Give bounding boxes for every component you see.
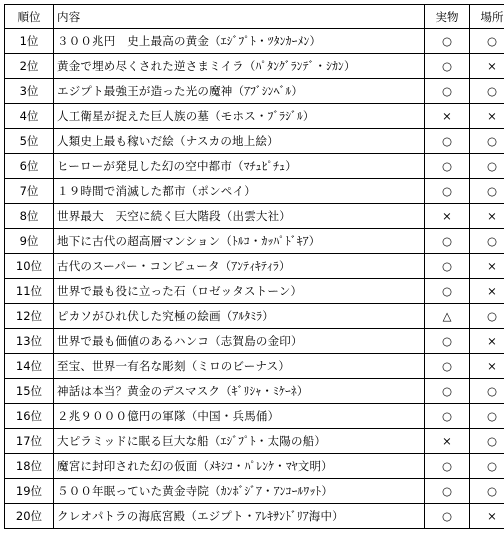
header-content: 内容 <box>54 5 425 29</box>
place-cell: ○ <box>470 404 504 429</box>
table-row <box>5 304 504 329</box>
rank-cell: 16位 <box>5 404 54 429</box>
place-cell: ○ <box>470 229 504 254</box>
place-cell: × <box>470 54 504 79</box>
rank-cell: 9位 <box>5 229 54 254</box>
rank-cell: 20位 <box>5 504 54 529</box>
ranking-table <box>4 4 504 529</box>
place-cell: × <box>470 254 504 279</box>
real-cell: ○ <box>425 79 470 104</box>
place-cell: ○ <box>470 79 504 104</box>
real-cell: ○ <box>425 504 470 529</box>
content-cell: ピカソがひれ伏した究極の絵画（ｱﾙﾀﾐﾗ） <box>54 304 425 329</box>
table-row <box>5 479 504 504</box>
content-cell: ヒーローが発見した幻の空中都市（ﾏﾁｭﾋﾟﾁｭ） <box>54 154 425 179</box>
content-cell: エジプト最強王が造った光の魔神（ｱﾌﾞｼﾝﾍﾞﾙ） <box>54 79 425 104</box>
real-cell: × <box>425 204 470 229</box>
rank-cell: 19位 <box>5 479 54 504</box>
real-cell: × <box>425 429 470 454</box>
header-place: 場所 <box>470 5 504 29</box>
place-cell: × <box>470 329 504 354</box>
header-row <box>5 5 504 29</box>
content-cell: ５００年眠っていた黄金寺院（ｶﾝﾎﾞｼﾞｱ・ｱﾝｺｰﾙﾜｯﾄ） <box>54 479 425 504</box>
place-cell: × <box>470 504 504 529</box>
table-row <box>5 179 504 204</box>
real-cell: △ <box>425 304 470 329</box>
header-real: 実物 <box>425 5 470 29</box>
rank-cell: 18位 <box>5 454 54 479</box>
table-row <box>5 104 504 129</box>
place-cell: ○ <box>470 29 504 54</box>
content-cell: 世界で最も役に立った石（ロゼッタストーン） <box>54 279 425 304</box>
place-cell: ○ <box>470 129 504 154</box>
real-cell: ○ <box>425 404 470 429</box>
content-cell: ２兆９０００億円の軍隊（中国・兵馬俑） <box>54 404 425 429</box>
table-row <box>5 429 504 454</box>
content-cell: 至宝、世界一有名な彫刻（ミロのビーナス） <box>54 354 425 379</box>
content-cell: 世界で最も価値のあるハンコ（志賀島の金印） <box>54 329 425 354</box>
real-cell: ○ <box>425 129 470 154</box>
table-row <box>5 29 504 54</box>
real-cell: ○ <box>425 454 470 479</box>
content-cell: 魔宮に封印された幻の仮面（ﾒｷｼｺ・ﾊﾟﾚﾝｹ・ﾏﾔ文明） <box>54 454 425 479</box>
place-cell: × <box>470 204 504 229</box>
place-cell: ○ <box>470 479 504 504</box>
place-cell: × <box>470 354 504 379</box>
table-row <box>5 79 504 104</box>
real-cell: ○ <box>425 54 470 79</box>
place-cell: × <box>470 104 504 129</box>
real-cell: ○ <box>425 279 470 304</box>
rank-cell: 12位 <box>5 304 54 329</box>
place-cell: × <box>470 279 504 304</box>
real-cell: ○ <box>425 379 470 404</box>
rank-cell: 8位 <box>5 204 54 229</box>
rank-cell: 4位 <box>5 104 54 129</box>
rank-cell: 6位 <box>5 154 54 179</box>
table-row <box>5 504 504 529</box>
rank-cell: 17位 <box>5 429 54 454</box>
content-cell: 古代のスーパー・コンピュータ（ｱﾝﾃｨｷﾃｨﾗ） <box>54 254 425 279</box>
real-cell: ○ <box>425 329 470 354</box>
content-cell: 世界最大 天空に続く巨大階段（出雲大社） <box>54 204 425 229</box>
table-row <box>5 54 504 79</box>
real-cell: ○ <box>425 29 470 54</box>
real-cell: ○ <box>425 179 470 204</box>
table-row <box>5 404 504 429</box>
rank-cell: 5位 <box>5 129 54 154</box>
table-row <box>5 279 504 304</box>
table-row <box>5 229 504 254</box>
place-cell: ○ <box>470 154 504 179</box>
table-row <box>5 204 504 229</box>
real-cell: ○ <box>425 229 470 254</box>
rank-cell: 2位 <box>5 54 54 79</box>
rank-cell: 15位 <box>5 379 54 404</box>
content-cell: ３００兆円 史上最高の黄金（ｴｼﾞﾌﾟﾄ・ﾂﾀﾝｶｰﾒﾝ） <box>54 29 425 54</box>
table-row <box>5 254 504 279</box>
table-row <box>5 329 504 354</box>
content-cell: 大ピラミッドに眠る巨大な船（ｴｼﾞﾌﾟﾄ・太陽の船） <box>54 429 425 454</box>
table-row <box>5 354 504 379</box>
content-cell: 黄金で埋め尽くされた逆さまミイラ（ﾊﾟﾀﾝｸﾞﾗﾝﾃﾞ・ｼｶﾝ） <box>54 54 425 79</box>
real-cell: ○ <box>425 254 470 279</box>
place-cell: ○ <box>470 429 504 454</box>
content-cell: 人工衛星が捉えた巨人族の墓（モホス・ﾌﾞﾗｼﾞﾙ） <box>54 104 425 129</box>
header-rank: 順位 <box>5 5 54 29</box>
content-cell: 地下に古代の超高層マンション（ﾄﾙｺ・ｶｯﾊﾟﾄﾞｷｱ） <box>54 229 425 254</box>
place-cell: ○ <box>470 304 504 329</box>
rank-cell: 11位 <box>5 279 54 304</box>
table-row <box>5 129 504 154</box>
place-cell: ○ <box>470 379 504 404</box>
rank-cell: 10位 <box>5 254 54 279</box>
real-cell: ○ <box>425 354 470 379</box>
rank-cell: 13位 <box>5 329 54 354</box>
real-cell: ○ <box>425 479 470 504</box>
content-cell: 人類史上最も稼いだ絵（ナスカの地上絵） <box>54 129 425 154</box>
rank-cell: 1位 <box>5 29 54 54</box>
content-cell: クレオパトラの海底宮殿（エジプト・ｱﾚｷｻﾝﾄﾞﾘｱ海中） <box>54 504 425 529</box>
content-cell: １９時間で消滅した都市（ポンペイ） <box>54 179 425 204</box>
table-row <box>5 379 504 404</box>
table-body <box>5 29 504 529</box>
rank-cell: 3位 <box>5 79 54 104</box>
place-cell: ○ <box>470 454 504 479</box>
content-cell: 神話は本当？黄金のデスマスク（ｷﾞﾘｼｬ・ﾐｹｰﾈ） <box>54 379 425 404</box>
place-cell: ○ <box>470 179 504 204</box>
rank-cell: 7位 <box>5 179 54 204</box>
real-cell: × <box>425 104 470 129</box>
real-cell: ○ <box>425 154 470 179</box>
rank-cell: 14位 <box>5 354 54 379</box>
table-row <box>5 454 504 479</box>
table-row <box>5 154 504 179</box>
